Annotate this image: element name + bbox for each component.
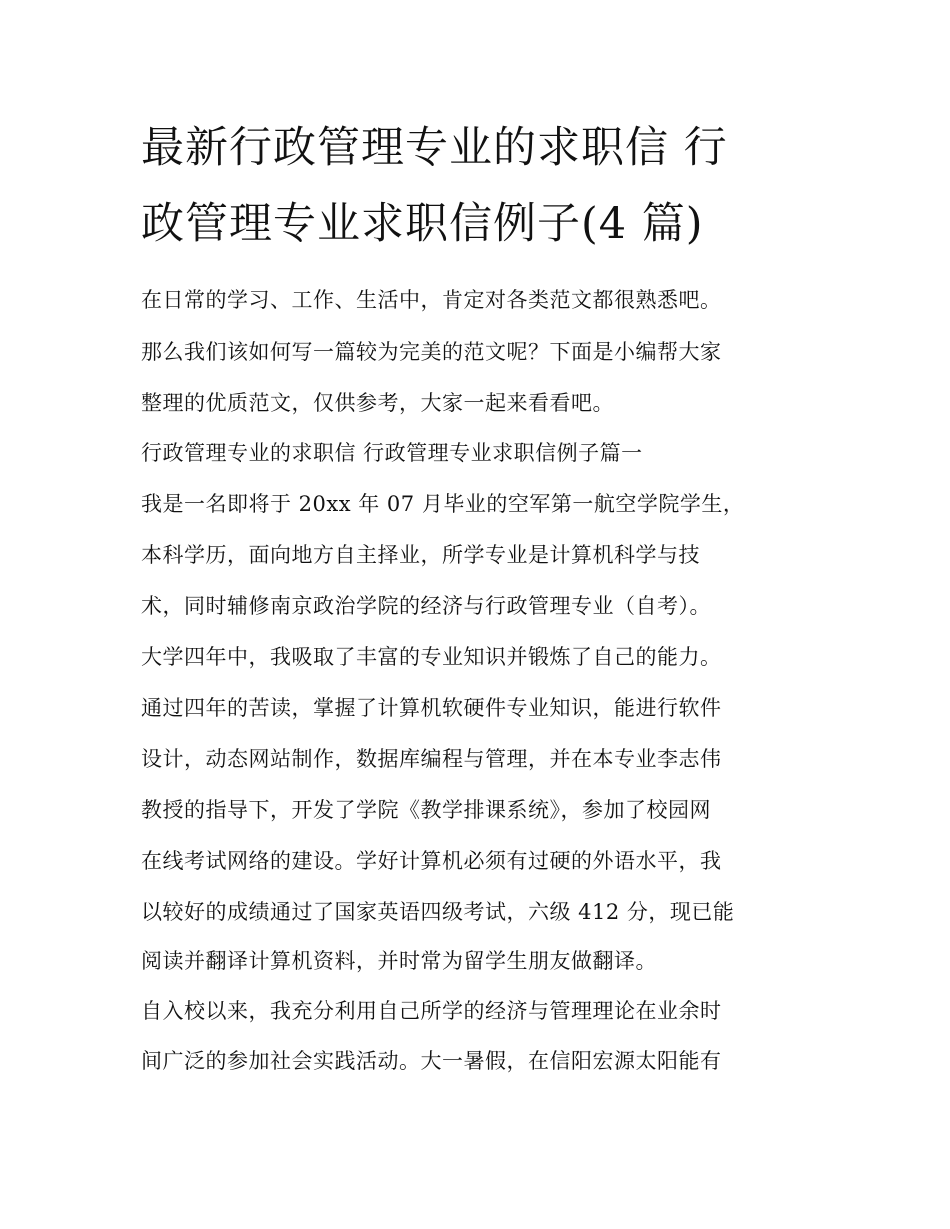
paragraph-line: 自入校以来，我充分利用自己所学的经济与管理理论在业余时	[141, 999, 722, 1023]
paragraph-line: 在线考试网络的建设。学好计算机必须有过硬的外语水平，我	[141, 849, 722, 873]
title-line: 政管理专业求职信例子(4 篇)	[141, 199, 704, 249]
intro-line: 那么我们该如何写一篇较为完美的范文呢？下面是小编帮大家	[141, 340, 722, 364]
paragraph-line: 本科学历，面向地方自主择业，所学专业是计算机科学与技	[141, 543, 700, 567]
section-heading: 行政管理专业的求职信 行政管理专业求职信例子篇一	[141, 441, 643, 465]
title-line: 最新行政管理专业的求职信 行	[141, 123, 728, 173]
paragraph-line: 设计，动态网站制作，数据库编程与管理，并在本专业李志伟	[141, 747, 722, 771]
paragraph-line: 我是一名即将于 20xx 年 07 月毕业的空军第一航空学院学生，	[141, 492, 745, 516]
document-title	[141, 110, 821, 262]
paragraph-line: 通过四年的苦读，掌握了计算机软硬件专业知识，能进行软件	[141, 696, 722, 720]
paragraph-line: 以较好的成绩通过了国家英语四级考试，六级 412 分，现已能	[141, 900, 735, 924]
intro-line: 在日常的学习、工作、生活中，肯定对各类范文都很熟悉吧。	[141, 288, 722, 312]
paragraph-line: 间广泛的参加社会实践活动。大一暑假，在信阳宏源太阳能有	[141, 1049, 722, 1073]
intro-line: 整理的优质范文，仅供参考，大家一起来看看吧。	[141, 391, 614, 415]
paragraph-line: 术，同时辅修南京政治学院的经济与行政管理专业（自考）。	[141, 594, 711, 618]
paragraph-line: 大学四年中，我吸取了丰富的专业知识并锻炼了自己的能力。	[141, 645, 722, 669]
paragraph-line: 教授的指导下，开发了学院《教学排课系统》，参加了校园网	[141, 798, 711, 822]
paragraph-line: 阅读并翻译计算机资料，并时常为留学生朋友做翻译。	[141, 949, 657, 973]
